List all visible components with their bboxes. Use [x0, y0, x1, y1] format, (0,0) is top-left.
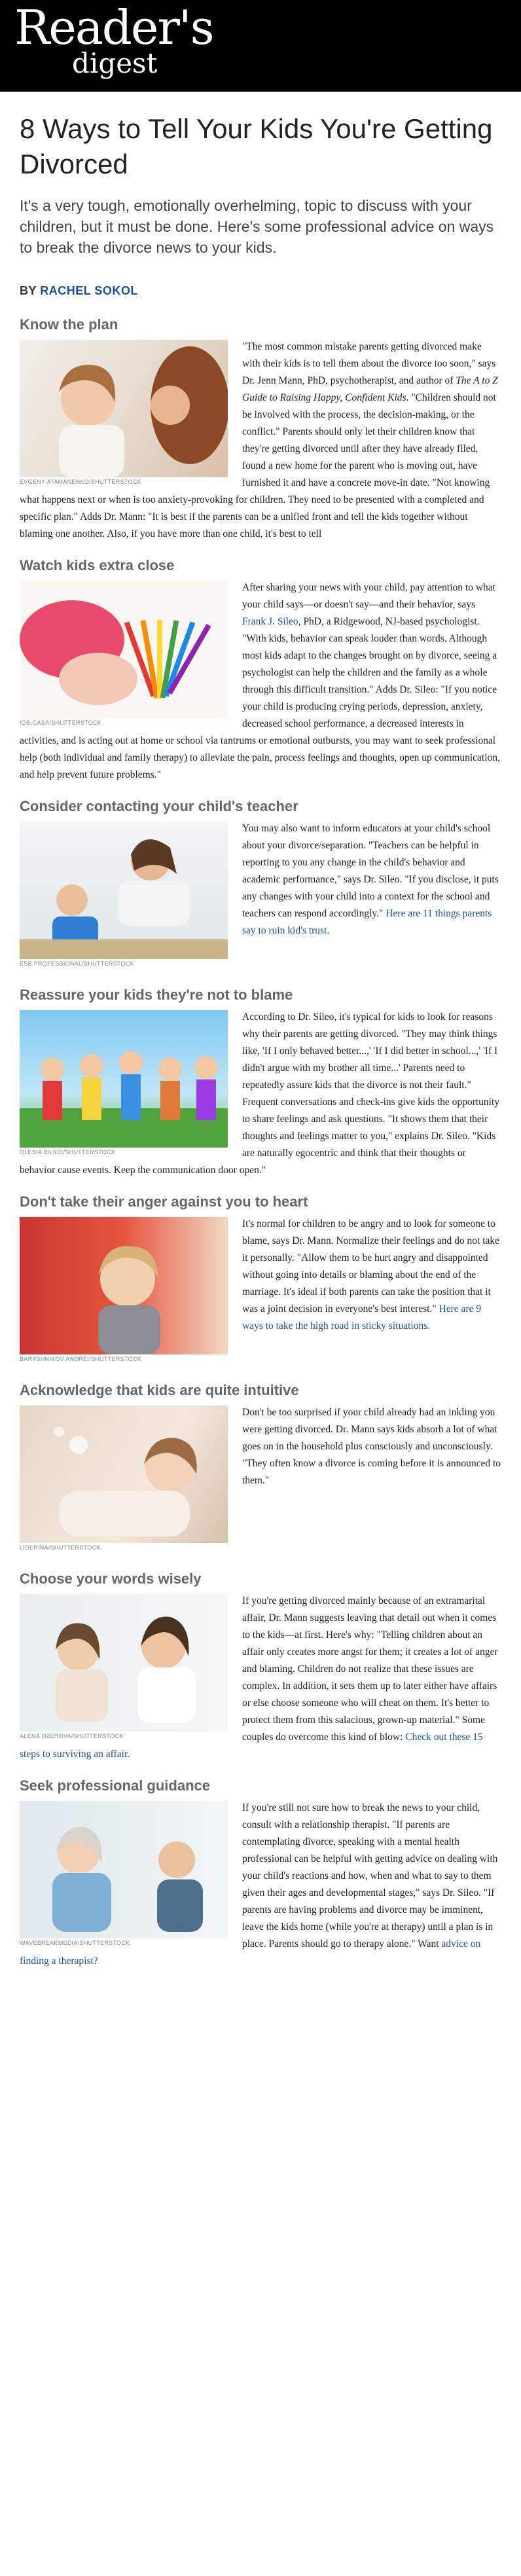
section-heading: Acknowledge that kids are quite intuitive — [20, 1382, 299, 1398]
photo-colored-pencils — [20, 581, 228, 718]
masthead — [0, 0, 521, 92]
photo-mother-daughter — [20, 340, 228, 477]
photo-angry-child — [20, 1217, 228, 1354]
photo-art — [20, 1801, 228, 1938]
therapist-link[interactable]: advice on finding a therapist? — [20, 1938, 481, 1967]
photo-credit: OLESIA BILKEI/SHUTTERSTOCK — [20, 1149, 116, 1155]
article — [0, 111, 521, 1970]
section-figure — [20, 581, 228, 726]
photo-art — [20, 1217, 228, 1354]
photo-teacher-students — [20, 822, 228, 959]
section-figure — [20, 1594, 228, 1739]
section-heading: Know the plan — [20, 316, 118, 333]
photo-mother-daughter-talk — [20, 1594, 228, 1732]
section-body: "The most common mistake parents getting divorced make with their kids is to tell them about the divorce too soon," says Dr. Jenn Mann, PhD, psychotherapist, and author of The A to Z Guide to Raising Happy, Confident Kids. "Children should not be involved with the process, the decision-making, or the conflict." Parents should only let their children know that they're getting divorced until after they have already filed, found a new home for the parent who is moving out, have furnished it and have a concrete move-in date. "Not knowing what happens next or when is too anxiety-provoking for children. They need to be presented with a completed and specific plan." Adds Dr. Mann: "It is best if the parents can be a unified front and tell the kids together without blaming one another. Also, if you have more than one child, it's best to tell — [20, 341, 498, 539]
section-body: If you're still not sure how to break the news to your child, consult with a relationship therapist. "If parents are contemplating divorce, speaking with a mental health professional can be helpful with getting advice on dealing with your child's reactions and how, when and what to say to them given their ages and developmental stages," says Dr. Sileo. "If parents are having problems and divorce may be imminent, leave the kids home (while you're at therapy) until a plan is in place. Parents should go to therapy alone." Want advice on finding a therapist? — [20, 1802, 498, 1967]
section-body: After sharing your news with your child, pay attention to what your child says—or doesn't say—and their behavior, says Frank J. Sileo, PhD, a Ridgewood, NJ-based psychologist. "With kids, behavior can speak louder than words. Although most kids adapt to the changes brought on by divorce, seeing a psychologist can help the children and the family as a whole through this difficult transition." Adds Dr. Sileo: "If you notice your child is producing crying periods, depression, anxiety, decreased school performance, a decreased interests in activities, and is acting out at home or school via tantrums or emotional outbursts, you may want to seek professional help (both individual and family therapy) to alleviate the pain, process feelings and thoughts, open up communication, and help prevent future problems." — [20, 582, 500, 780]
section-know-the-plan — [20, 316, 501, 543]
section-heading: Choose your words wisely — [20, 1570, 202, 1587]
section-figure — [20, 1217, 228, 1362]
article-dek: It's a very tough, emotionally overhelming, topic to discuss with your children, but it must be done. Here's some professional advice on ways to break the divorce news to your kids. — [20, 197, 494, 256]
section-intuitive — [20, 1382, 501, 1556]
photo-credit: WAVEBREAKMEDIA/SHUTTERSTOCK — [20, 1940, 130, 1946]
section-watch-kids — [20, 557, 501, 784]
high-road-link[interactable]: Here are 9 ways to take the high road in sticky situations. — [242, 1303, 482, 1332]
photo-art — [20, 1594, 228, 1732]
section-figure — [20, 1010, 228, 1155]
trust-link[interactable]: Here are 11 things parents say to ruin kid's trust. — [242, 908, 492, 936]
photo-credit: IOB-CASA/SHUTTERSTOCK — [20, 719, 102, 726]
section-professional-guidance — [20, 1777, 501, 1970]
section-heading: Seek professional guidance — [20, 1777, 210, 1794]
author-link[interactable]: RACHEL SOKOL — [40, 284, 138, 297]
section-choose-words — [20, 1570, 501, 1763]
byline-prefix: BY — [20, 284, 37, 297]
photo-happy-kids — [20, 1010, 228, 1148]
section-body: Don't be too surprised if your child already had an inkling you were getting divorced. Dr. Mann says kids absorb a lot of what goes on in the household plus consciously and unconsciously. "They often know a divorce is coming before it is announced to them." — [242, 1407, 501, 1486]
section-body: It's normal for children to be angry and to look for someone to blame, says Dr. Mann. Normalize their feelings and do not take it personally. "Allow them to be hurt angry and disappointed without going into details or blaming about the end of the marriage. It's ideal if both parents can take the position that it was a joint decision in everyone's best interest." Here are 9 ways to take the high road in sticky situations. — [242, 1218, 499, 1332]
section-body: If you're getting divorced mainly because of an extramarital affair, Dr. Mann suggests leaving that detail out when it comes to the kids—at first. Here's why: "Telling children about an affair only creates more angst for them; it creates a lot of anger and blaming. Children do not realize that these issues are complex. In addition, it sets them up to later either have affairs or else choose someone who will cheat on them. It's better to protect them from this salacious, grown-up material." Some couples do overcome this kind of blow: Check out these 15 steps to surviving an affair. — [20, 1595, 498, 1760]
photo-art — [20, 822, 228, 959]
photo-therapist-session — [20, 1801, 228, 1938]
section-not-to-blame — [20, 987, 501, 1179]
photo-credit: EVGENY ATAMANENKO/SHUTTERSTOCK — [20, 479, 141, 485]
photo-credit: ALENA OZEROVA/SHUTTERSTOCK — [20, 1733, 124, 1739]
book-title: The A to Z Guide to Raising Happy, Confident Kids — [242, 375, 498, 403]
article-title: 8 Ways to Tell Your Kids You're Getting Divorced — [20, 113, 493, 179]
section-figure — [20, 340, 228, 485]
section-heading: Don't take their anger against you to heart — [20, 1193, 308, 1210]
section-figure — [20, 1406, 228, 1551]
photo-art — [20, 1406, 228, 1543]
section-figure — [20, 822, 228, 967]
section-anger — [20, 1193, 501, 1368]
brand-logo[interactable]: Reader's — [14, 0, 213, 55]
photo-art — [20, 1010, 228, 1148]
photo-credit: ESB PROFESSIONAL/SHUTTERSTOCK — [20, 960, 135, 967]
sileo-link[interactable]: Frank J. Sileo — [242, 616, 298, 627]
photo-art — [20, 340, 228, 477]
photo-thinking-girl — [20, 1406, 228, 1543]
section-body: You may also want to inform educators at your child's school about your divorce/separation. "Teachers can be helpful in reporting to you any change in the child's behavior and academic performance," says Dr. Sileo. "If you disclose, it puts any changes with your child into a context for the school and teachers can respond accordingly." Here are 11 things parents say to ruin kid's trust. — [242, 823, 499, 936]
section-body: According to Dr. Sileo, it's typical for kids to look for reasons why their parents are getting divorced. "They may think things like, 'If I only behaved better...,' 'If I did better in school...,' 'If I didn't argue with my brother all time...' Parents need to repeatedly assure kids that the divorce is not their fault." Frequent conversations and check-ins give kids the opportunity to share feelings and ask questions. "It shows them that their thoughts and feelings matter to you," explains Dr. Sileo. "Kids are naturally egocentric and think that their thoughts or behavior cause events. Keep the communication door open." — [20, 1011, 500, 1176]
section-figure — [20, 1801, 228, 1946]
photo-credit: BARYSHNIKOV ANDREI/SHUTTERSTOCK — [20, 1356, 142, 1362]
section-contact-teacher — [20, 798, 501, 972]
section-heading: Watch kids extra close — [20, 557, 175, 573]
photo-art — [20, 581, 228, 718]
brand-logo-sub: digest — [72, 47, 158, 79]
section-heading: Consider contacting your child's teacher — [20, 798, 298, 814]
photo-credit: LIDERINA/SHUTTERSTOCK — [20, 1544, 101, 1551]
section-heading: Reassure your kids they're not to blame — [20, 987, 293, 1003]
affair-link[interactable]: Check out these 15 steps to surviving an affair. — [20, 1732, 483, 1760]
byline — [20, 284, 501, 298]
